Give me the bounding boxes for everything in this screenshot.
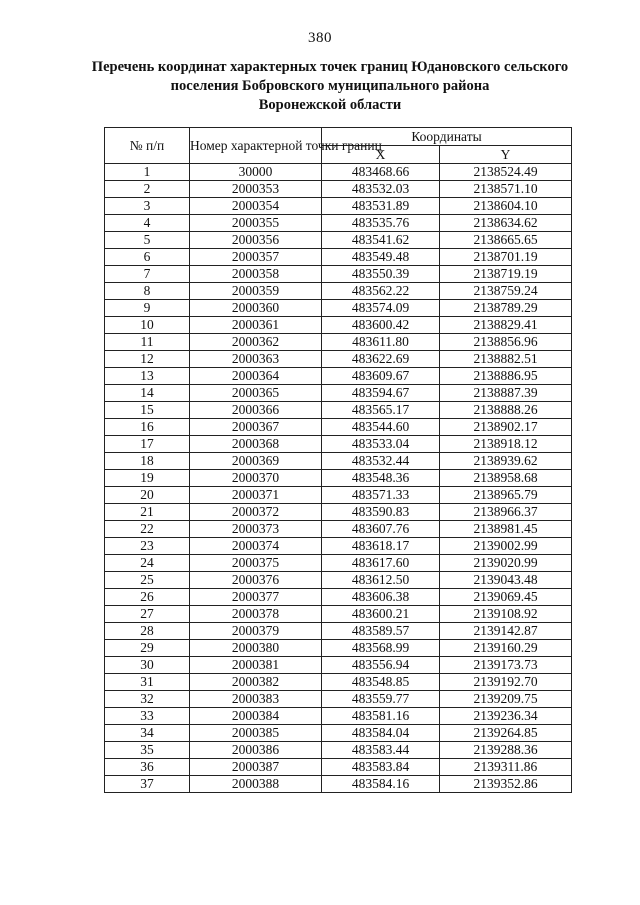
table-row (105, 368, 572, 385)
cell-x: 483612.50 (322, 572, 440, 589)
table-row (105, 487, 572, 504)
cell-point-number: 30000 (190, 164, 322, 181)
cell-row-number: 34 (105, 725, 190, 742)
table-row (105, 215, 572, 232)
cell-point-number: 2000370 (190, 470, 322, 487)
cell-point-number: 2000369 (190, 453, 322, 470)
table-row (105, 776, 572, 793)
cell-point-number: 2000376 (190, 572, 322, 589)
table-row (105, 249, 572, 266)
cell-row-number: 29 (105, 640, 190, 657)
cell-x: 483589.57 (322, 623, 440, 640)
cell-y: 2138634.62 (440, 215, 572, 232)
table-row (105, 283, 572, 300)
cell-y: 2138665.65 (440, 232, 572, 249)
cell-point-number: 2000366 (190, 402, 322, 419)
cell-x: 483609.67 (322, 368, 440, 385)
cell-point-number: 2000372 (190, 504, 322, 521)
cell-x: 483590.83 (322, 504, 440, 521)
table-row (105, 742, 572, 759)
cell-y: 2139352.86 (440, 776, 572, 793)
cell-point-number: 2000384 (190, 708, 322, 725)
cell-row-number: 12 (105, 351, 190, 368)
cell-y: 2139002.99 (440, 538, 572, 555)
title-line-3: Воронежской области (258, 97, 402, 113)
cell-y: 2139311.86 (440, 759, 572, 776)
table-row (105, 385, 572, 402)
cell-y: 2139264.85 (440, 725, 572, 742)
title-line-2: поселения Бобровского муниципального района (170, 78, 490, 94)
table-row (105, 521, 572, 538)
table-row (105, 640, 572, 657)
cell-x: 483606.38 (322, 589, 440, 606)
table-row (105, 436, 572, 453)
cell-row-number: 18 (105, 453, 190, 470)
cell-x: 483584.16 (322, 776, 440, 793)
cell-point-number: 2000361 (190, 317, 322, 334)
cell-point-number: 2000356 (190, 232, 322, 249)
title-line-1: Перечень координат характерных точек границ Юдановского сельского (91, 59, 569, 75)
cell-row-number: 7 (105, 266, 190, 283)
header-row-number: № п/п (105, 128, 190, 164)
cell-y: 2138882.51 (440, 351, 572, 368)
cell-row-number: 14 (105, 385, 190, 402)
table-row (105, 725, 572, 742)
cell-row-number: 24 (105, 555, 190, 572)
cell-row-number: 9 (105, 300, 190, 317)
cell-y: 2138789.29 (440, 300, 572, 317)
cell-x: 483468.66 (322, 164, 440, 181)
cell-x: 483544.60 (322, 419, 440, 436)
cell-y: 2139160.29 (440, 640, 572, 657)
cell-y: 2138524.49 (440, 164, 572, 181)
table-row (105, 453, 572, 470)
cell-point-number: 2000373 (190, 521, 322, 538)
table-row (105, 606, 572, 623)
cell-row-number: 2 (105, 181, 190, 198)
cell-x: 483548.36 (322, 470, 440, 487)
cell-x: 483532.44 (322, 453, 440, 470)
cell-point-number: 2000374 (190, 538, 322, 555)
cell-point-number: 2000362 (190, 334, 322, 351)
cell-x: 483562.22 (322, 283, 440, 300)
table-row (105, 657, 572, 674)
cell-x: 483535.76 (322, 215, 440, 232)
table-row (105, 164, 572, 181)
cell-row-number: 35 (105, 742, 190, 759)
table-row (105, 198, 572, 215)
header-point-number: Номер характерной точки границ (190, 128, 322, 164)
cell-y: 2138886.95 (440, 368, 572, 385)
cell-row-number: 11 (105, 334, 190, 351)
cell-point-number: 2000387 (190, 759, 322, 776)
cell-y: 2139043.48 (440, 572, 572, 589)
cell-row-number: 27 (105, 606, 190, 623)
cell-y: 2138571.10 (440, 181, 572, 198)
cell-point-number: 2000354 (190, 198, 322, 215)
table-row (105, 691, 572, 708)
cell-point-number: 2000377 (190, 589, 322, 606)
cell-point-number: 2000385 (190, 725, 322, 742)
cell-row-number: 23 (105, 538, 190, 555)
cell-row-number: 10 (105, 317, 190, 334)
cell-y: 2139288.36 (440, 742, 572, 759)
cell-point-number: 2000357 (190, 249, 322, 266)
cell-point-number: 2000367 (190, 419, 322, 436)
table-row (105, 419, 572, 436)
table-row (105, 504, 572, 521)
cell-point-number: 2000375 (190, 555, 322, 572)
cell-x: 483556.94 (322, 657, 440, 674)
cell-row-number: 3 (105, 198, 190, 215)
header-coordinates: Координаты (322, 128, 572, 146)
cell-x: 483531.89 (322, 198, 440, 215)
table-row (105, 538, 572, 555)
cell-y: 2138902.17 (440, 419, 572, 436)
cell-point-number: 2000355 (190, 215, 322, 232)
cell-x: 483611.80 (322, 334, 440, 351)
cell-row-number: 19 (105, 470, 190, 487)
cell-y: 2139020.99 (440, 555, 572, 572)
cell-y: 2139192.70 (440, 674, 572, 691)
cell-x: 483583.84 (322, 759, 440, 776)
cell-point-number: 2000381 (190, 657, 322, 674)
cell-point-number: 2000383 (190, 691, 322, 708)
cell-x: 483568.99 (322, 640, 440, 657)
cell-y: 2138701.19 (440, 249, 572, 266)
table-row (105, 674, 572, 691)
cell-row-number: 21 (105, 504, 190, 521)
cell-row-number: 26 (105, 589, 190, 606)
cell-x: 483600.42 (322, 317, 440, 334)
table-row (105, 402, 572, 419)
cell-row-number: 16 (105, 419, 190, 436)
header-y: Y (440, 146, 572, 164)
table-row (105, 708, 572, 725)
cell-y: 2138965.79 (440, 487, 572, 504)
cell-y: 2139236.34 (440, 708, 572, 725)
cell-x: 483565.17 (322, 402, 440, 419)
cell-point-number: 2000368 (190, 436, 322, 453)
table-row (105, 334, 572, 351)
cell-point-number: 2000382 (190, 674, 322, 691)
cell-x: 483533.04 (322, 436, 440, 453)
cell-y: 2139108.92 (440, 606, 572, 623)
cell-row-number: 36 (105, 759, 190, 776)
table-row (105, 555, 572, 572)
table-row (105, 759, 572, 776)
cell-row-number: 32 (105, 691, 190, 708)
cell-point-number: 2000358 (190, 266, 322, 283)
cell-point-number: 2000359 (190, 283, 322, 300)
cell-x: 483571.33 (322, 487, 440, 504)
cell-y: 2139142.87 (440, 623, 572, 640)
cell-x: 483583.44 (322, 742, 440, 759)
cell-row-number: 8 (105, 283, 190, 300)
cell-row-number: 20 (105, 487, 190, 504)
cell-row-number: 33 (105, 708, 190, 725)
cell-point-number: 2000365 (190, 385, 322, 402)
cell-y: 2138939.62 (440, 453, 572, 470)
cell-y: 2138981.45 (440, 521, 572, 538)
cell-y: 2138719.19 (440, 266, 572, 283)
cell-x: 483541.62 (322, 232, 440, 249)
cell-y: 2138918.12 (440, 436, 572, 453)
table-row (105, 300, 572, 317)
table-body (105, 164, 572, 793)
cell-y: 2138856.96 (440, 334, 572, 351)
cell-x: 483607.76 (322, 521, 440, 538)
cell-point-number: 2000380 (190, 640, 322, 657)
cell-point-number: 2000378 (190, 606, 322, 623)
cell-row-number: 31 (105, 674, 190, 691)
cell-row-number: 28 (105, 623, 190, 640)
cell-x: 483574.09 (322, 300, 440, 317)
cell-y: 2138887.39 (440, 385, 572, 402)
table-row (105, 181, 572, 198)
cell-x: 483618.17 (322, 538, 440, 555)
cell-x: 483594.67 (322, 385, 440, 402)
cell-row-number: 13 (105, 368, 190, 385)
cell-row-number: 15 (105, 402, 190, 419)
cell-point-number: 2000353 (190, 181, 322, 198)
table-row (105, 317, 572, 334)
cell-y: 2139069.45 (440, 589, 572, 606)
table-row (105, 589, 572, 606)
cell-row-number: 6 (105, 249, 190, 266)
cell-row-number: 37 (105, 776, 190, 793)
table-header-row (105, 128, 572, 146)
cell-y: 2138888.26 (440, 402, 572, 419)
cell-row-number: 25 (105, 572, 190, 589)
cell-row-number: 22 (105, 521, 190, 538)
table-row (105, 623, 572, 640)
cell-x: 483550.39 (322, 266, 440, 283)
cell-point-number: 2000386 (190, 742, 322, 759)
cell-x: 483548.85 (322, 674, 440, 691)
cell-y: 2139173.73 (440, 657, 572, 674)
cell-y: 2138759.24 (440, 283, 572, 300)
table-row (105, 232, 572, 249)
cell-y: 2138829.41 (440, 317, 572, 334)
table-row (105, 572, 572, 589)
cell-point-number: 2000363 (190, 351, 322, 368)
cell-y: 2138966.37 (440, 504, 572, 521)
cell-point-number: 2000371 (190, 487, 322, 504)
cell-y: 2138958.68 (440, 470, 572, 487)
cell-x: 483559.77 (322, 691, 440, 708)
cell-point-number: 2000360 (190, 300, 322, 317)
cell-row-number: 1 (105, 164, 190, 181)
cell-row-number: 5 (105, 232, 190, 249)
cell-x: 483584.04 (322, 725, 440, 742)
cell-x: 483622.69 (322, 351, 440, 368)
cell-x: 483532.03 (322, 181, 440, 198)
table-row (105, 470, 572, 487)
cell-x: 483600.21 (322, 606, 440, 623)
cell-row-number: 30 (105, 657, 190, 674)
page-number: 380 (308, 30, 332, 46)
document-title (80, 58, 580, 115)
table-row (105, 266, 572, 283)
cell-point-number: 2000364 (190, 368, 322, 385)
cell-x: 483549.48 (322, 249, 440, 266)
cell-point-number: 2000388 (190, 776, 322, 793)
cell-x: 483581.16 (322, 708, 440, 725)
header-x: X (322, 146, 440, 164)
cell-y: 2138604.10 (440, 198, 572, 215)
cell-row-number: 17 (105, 436, 190, 453)
coordinates-table (104, 127, 572, 793)
table-row (105, 351, 572, 368)
cell-point-number: 2000379 (190, 623, 322, 640)
cell-row-number: 4 (105, 215, 190, 232)
cell-y: 2139209.75 (440, 691, 572, 708)
cell-x: 483617.60 (322, 555, 440, 572)
